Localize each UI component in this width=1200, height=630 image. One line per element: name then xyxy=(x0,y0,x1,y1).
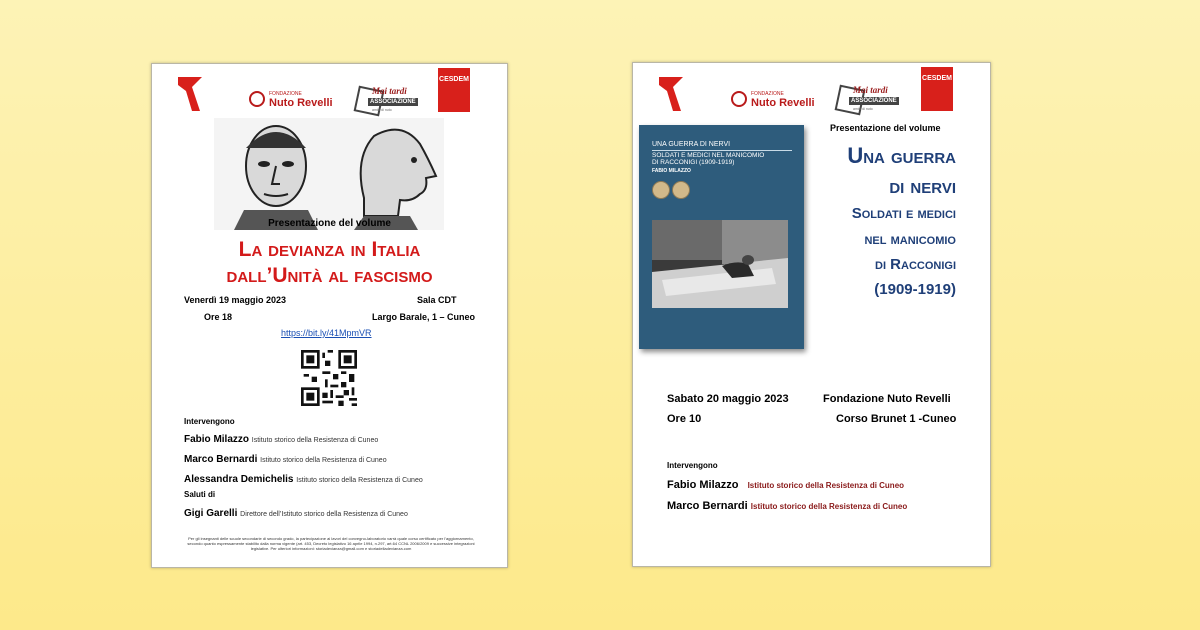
istituto-storico-logo xyxy=(176,73,222,113)
speaker-row xyxy=(184,454,387,465)
event-link[interactable]: https://bit.ly/41MpmVR xyxy=(281,328,372,338)
speaker-name: Fabio Milazzo xyxy=(184,434,249,445)
greeter-row xyxy=(184,508,408,519)
event-venue: Fondazione Nuto Revelli xyxy=(823,393,951,405)
fondazione-nuto-revelli-logo: FONDAZIONE Nuto Revelli xyxy=(249,90,333,108)
speaker-row xyxy=(667,479,904,491)
istituto-storico-logo xyxy=(657,73,703,113)
book-subtitle-line2: nel manicomio xyxy=(864,231,956,248)
fondazione-nuto-revelli-logo: FONDAZIONE Nuto Revelli xyxy=(731,90,815,108)
cesdem-logo: CESDEM xyxy=(438,68,470,112)
asylum-photo xyxy=(652,220,788,308)
presentation-label: Presentazione del volume xyxy=(268,218,391,229)
teacher-disclaimer: Per gli insegnanti delle scuole secondarie di secondo grado, la partecipazione ai lavori del convegno-laboratorio varrà quale corso certificato per l’aggiornamento, secondo quanto espressamente stabilito dalla norma vigente (art. 453, Decreto legislativo 16 aprile 1994, n.297, art.64 CCNL 2006/2009 e successive integrazioni legislative. Per ulteriori informazioni: storiadevianza@gmail.com e storiadelladevianza.com xyxy=(187,536,475,551)
book-cover-author: FABIO MILAZZO xyxy=(652,168,691,174)
book-subtitle-line4: (1909-1919) xyxy=(874,281,956,298)
speaker-affiliation: Istituto storico della Resistenza di Cuneo xyxy=(747,481,905,490)
event-time: Ore 10 xyxy=(667,413,702,425)
book-title-line2: di nervi xyxy=(889,173,956,198)
book-cover-subtitle: SOLDATI E MEDICI NEL MANICOMIO xyxy=(652,152,765,159)
qr-code xyxy=(301,350,357,406)
speakers-label: Intervengono xyxy=(184,417,235,426)
book-cover-subtitle: DI RACCONIGI (1909-1919) xyxy=(652,159,735,166)
event-address: Corso Brunet 1 -Cuneo xyxy=(836,413,957,425)
speaker-name: Fabio Milazzo xyxy=(667,479,739,491)
speaker-affiliation: Istituto storico della Resistenza di Cuneo xyxy=(251,437,379,444)
book-subtitle-line1: Soldati e medici xyxy=(851,205,956,222)
speakers-label: Intervengono xyxy=(667,461,718,470)
event-date: Venerdì 19 maggio 2023 xyxy=(184,295,287,305)
speaker-row xyxy=(184,434,378,445)
event-time: Ore 18 xyxy=(204,312,233,322)
book-cover xyxy=(639,125,804,349)
greeter-name: Gigi Garelli xyxy=(184,508,238,519)
speaker-row xyxy=(184,474,423,485)
coin-image xyxy=(652,181,670,199)
cesdem-logo: CESDEM xyxy=(921,67,953,111)
book-title-line1: Una guerra xyxy=(847,143,956,168)
speaker-affiliation: Istituto storico della Resistenza di Cuneo xyxy=(260,457,387,464)
event-venue: Sala CDT xyxy=(417,295,457,305)
speaker-affiliation: Istituto storico della Resistenza di Cuneo xyxy=(750,502,908,511)
mai-tardi-logo: Mai tardi ASSOCIAZIONE amici di nuto xyxy=(354,84,420,116)
speaker-affiliation: Istituto storico della Resistenza di Cuneo xyxy=(296,477,423,484)
book-title-line2: dall’Unità al fascismo xyxy=(226,264,433,287)
book-cover-title: UNA GUERRA DI NERVI xyxy=(652,141,731,148)
greeter-affiliation: Direttore dell’Istituto storico della Resistenza di Cuneo xyxy=(240,511,408,518)
event-address: Largo Barale, 1 – Cuneo xyxy=(372,312,476,322)
event-date: Sabato 20 maggio 2023 xyxy=(667,393,789,405)
poster-guerra-di-nervi xyxy=(632,62,991,567)
poster-devianza xyxy=(151,63,508,568)
mai-tardi-logo: Mai tardi ASSOCIAZIONE amici di nuto xyxy=(835,83,901,115)
speaker-name: Marco Bernardi xyxy=(184,454,258,465)
speaker-row xyxy=(667,500,907,512)
book-title-line1: La devianza in Italia xyxy=(238,238,421,261)
speaker-name: Alessandra Demichelis xyxy=(184,474,294,485)
coin-image xyxy=(672,181,690,199)
two-faces-illustration xyxy=(214,118,444,230)
presentation-label: Presentazione del volume xyxy=(830,123,941,133)
speaker-name: Marco Bernardi xyxy=(667,500,748,512)
book-subtitle-line3: di Racconigi xyxy=(875,256,956,273)
greetings-label: Saluti di xyxy=(184,490,216,499)
